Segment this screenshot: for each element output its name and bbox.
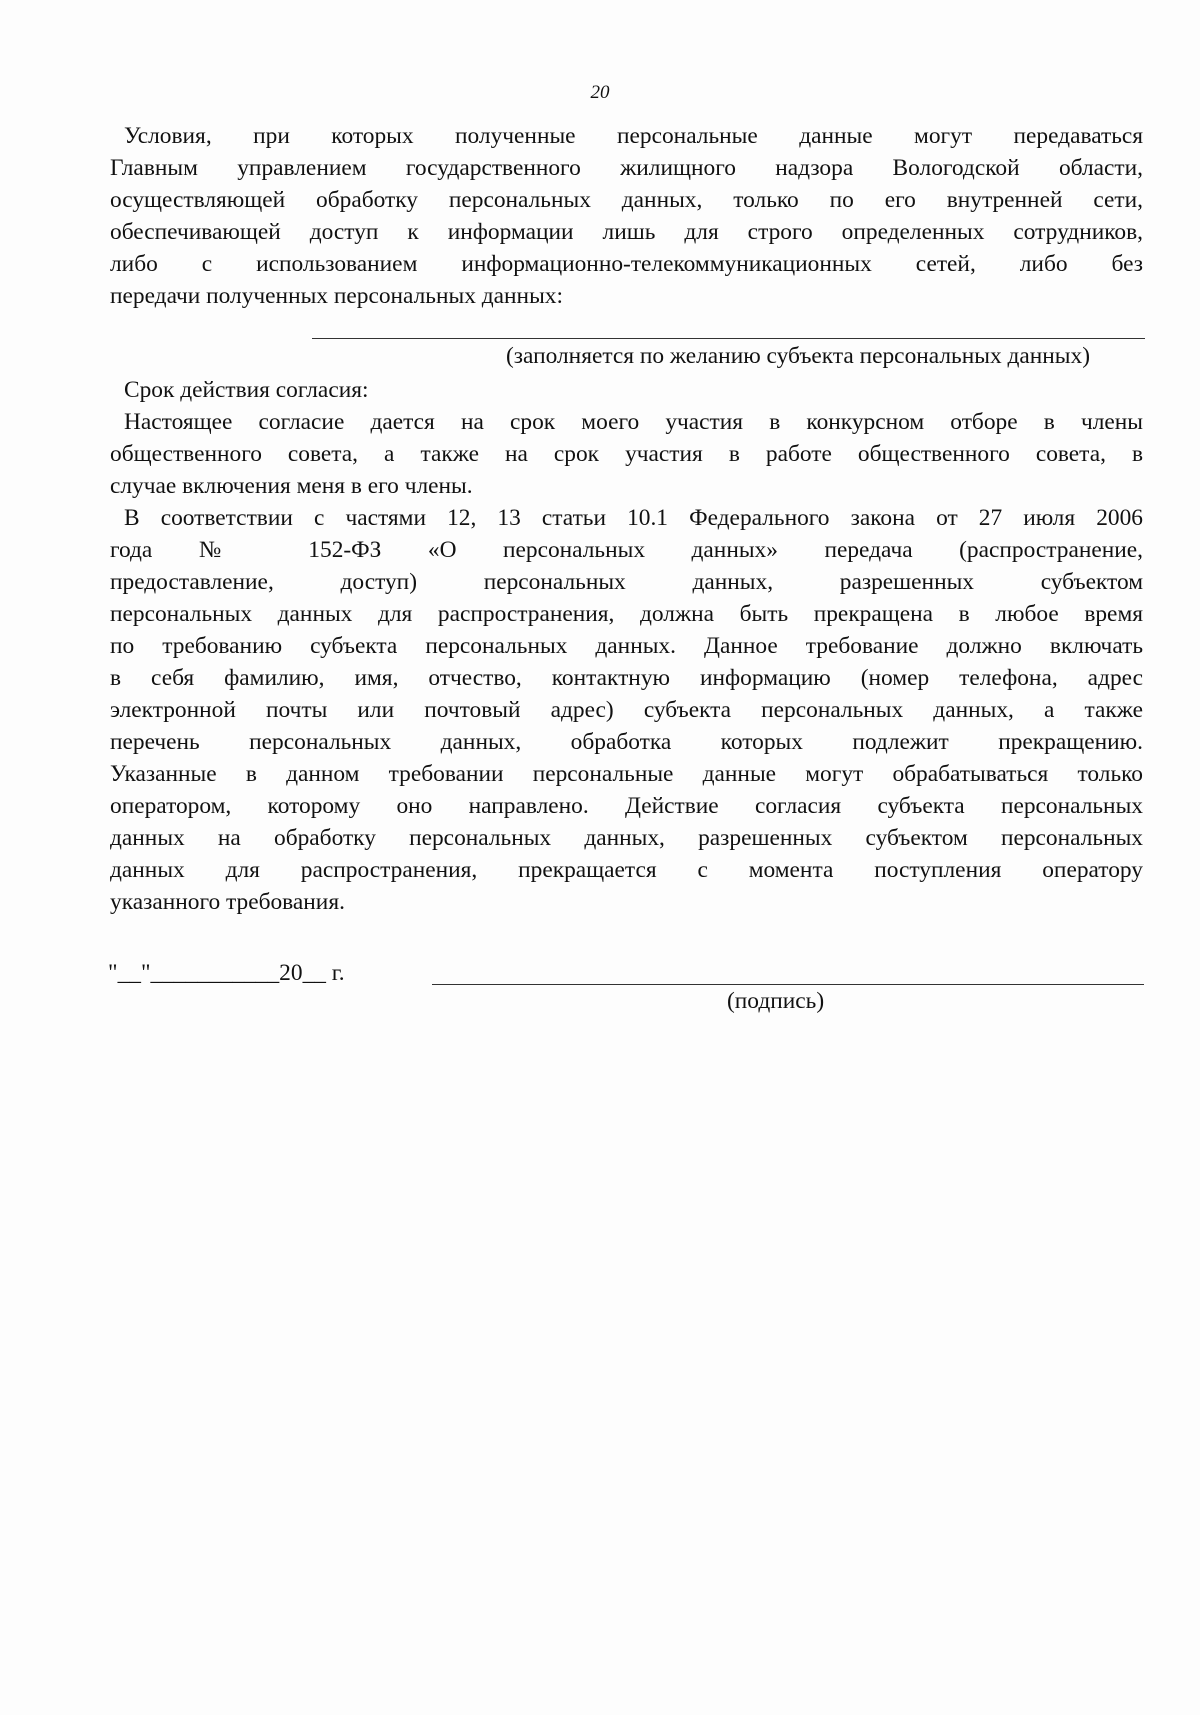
date-year-blank: __ xyxy=(302,960,326,986)
paragraph-line: указанного требования. xyxy=(110,889,345,915)
paragraph-line: данных для распространения, прекращается с момента поступления оператору xyxy=(110,857,1143,883)
paragraph-line: Настоящее согласие дается на срок моего участия в конкурсном отборе в члены xyxy=(124,409,1143,435)
date-day-blank: __ xyxy=(117,960,141,986)
paragraph-line: оператором, которому оно направлено. Действие согласия субъекта персональных xyxy=(110,793,1143,819)
paragraph-line: либо с использованием информационно-телекоммуникационных сетей, либо без xyxy=(110,251,1143,277)
signature-date xyxy=(108,960,345,987)
term-heading: Срок действия согласия: xyxy=(124,377,369,403)
paragraph-line: предоставление, доступ) персональных данных, разрешенных субъектом xyxy=(110,569,1143,595)
paragraph-line: случае включения меня в его члены. xyxy=(110,473,473,499)
paragraph-line: Указанные в данном требовании персональные данные могут обрабатываться только xyxy=(110,761,1143,787)
paragraph-line: года № 152-ФЗ «О персональных данных» передача (распространение, xyxy=(110,537,1143,563)
paragraph-line: перечень персональных данных, обработка которых подлежит прекращению. xyxy=(110,729,1143,755)
paragraph-line: осуществляющей обработку персональных данных, только по его внутренней сети, xyxy=(110,187,1143,213)
paragraph-line: в себя фамилию, имя, отчество, контактную информацию (номер телефона, адрес xyxy=(110,665,1143,691)
paragraph-line: данных на обработку персональных данных, разрешенных субъектом персональных xyxy=(110,825,1143,851)
date-year-suffix: г. xyxy=(325,960,345,986)
paragraph-line: передачи полученных персональных данных: xyxy=(110,283,563,309)
paragraph-line: Условия, при которых полученные персональные данные могут передаваться xyxy=(124,123,1143,149)
date-quote-open: " xyxy=(108,960,118,986)
paragraph-line: обеспечивающей доступ к информации лишь для строго определенных сотрудников, xyxy=(110,219,1143,245)
paragraph-line: Главным управлением государственного жилищного надзора Вологодской области, xyxy=(110,155,1143,181)
paragraph-transfer-conditions xyxy=(110,120,1143,312)
paragraph-line: персональных данных для распространения, должна быть прекращена в любое время xyxy=(110,601,1143,627)
paragraph-line: по требованию субъекта персональных данных. Данное требование должно включать xyxy=(110,633,1143,659)
fill-in-caption: (заполняется по желанию субъекта персональных данных) xyxy=(506,343,1090,369)
date-quote-close: " xyxy=(140,960,151,986)
page-number: 20 xyxy=(590,82,610,103)
signature-caption: (подпись) xyxy=(727,988,825,1014)
fill-in-line xyxy=(312,338,1145,339)
paragraph-line: общественного совета, а также на срок участия в работе общественного совета, в xyxy=(110,441,1143,467)
paragraph-line: электронной почты или почтовый адрес) субъекта персональных данных, а также xyxy=(110,697,1143,723)
date-year-prefix: 20 xyxy=(279,960,303,986)
signature-line xyxy=(432,984,1144,985)
date-month-blank: ___________ xyxy=(150,960,280,986)
consent-term-section xyxy=(110,374,1143,918)
paragraph-line: В соответствии с частями 12, 13 статьи 10.1 Федерального закона от 27 июля 2006 xyxy=(124,505,1143,531)
